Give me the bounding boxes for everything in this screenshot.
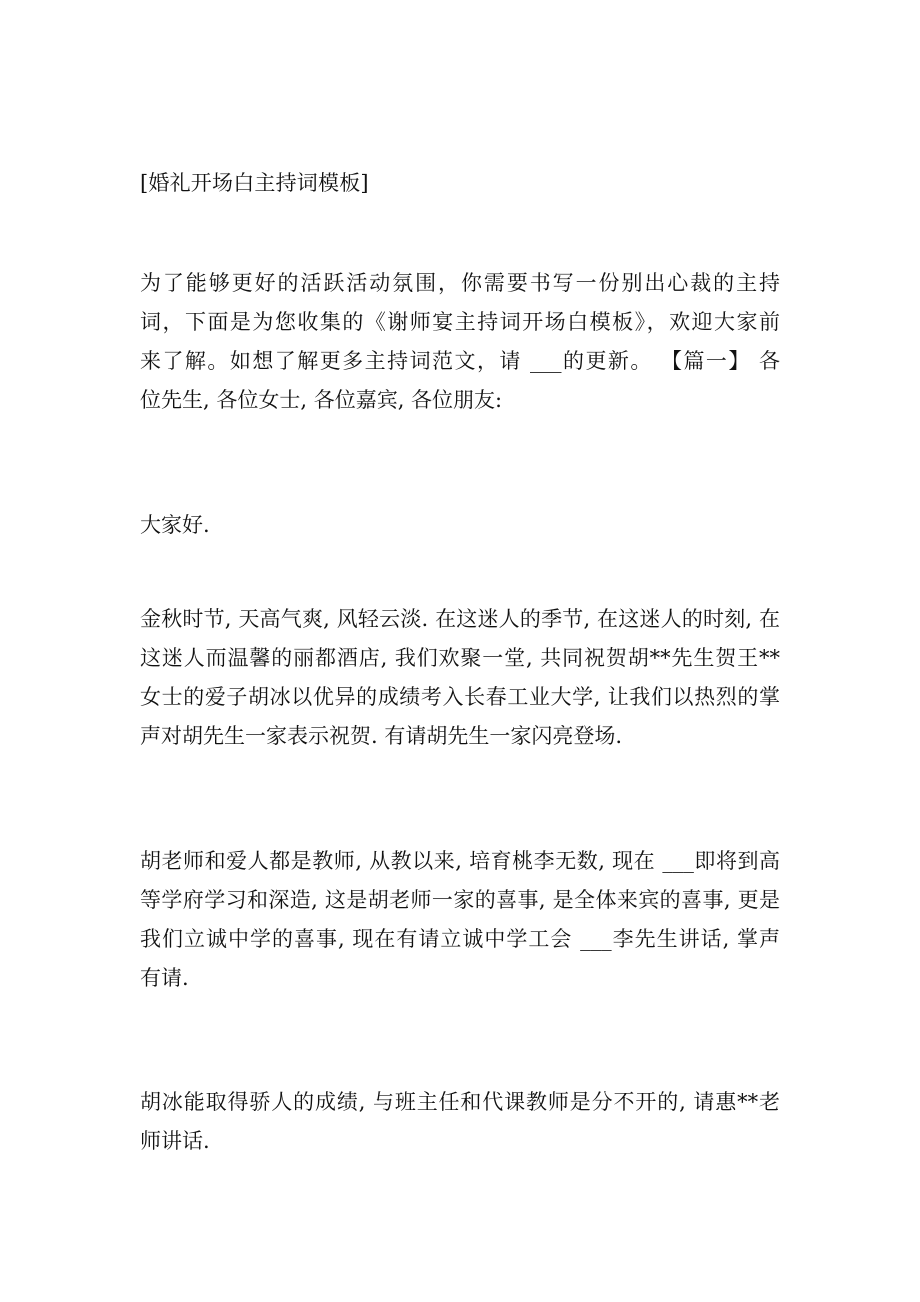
paragraph-line: 有请. [140,966,189,990]
paragraph-speech [140,1083,780,1161]
paragraph-line: 胡冰能取得骄人的成绩, 与班主任和代课教师是分不开的, 请惠**老 [140,1090,780,1114]
paragraph-line: 声对胡先生一家表示祝贺. 有请胡先生一家闪亮登场. [140,724,623,748]
paragraph-line: 胡老师和爱人都是教师, 从教以来, 培育桃李无数, 现在 ___即将到高 [140,849,780,873]
paragraph-line: 这迷人而温馨的丽都酒店, 我们欢聚一堂, 共同祝贺胡**先生贺王** [140,646,780,670]
paragraph-line: 金秋时节, 天高气爽, 风轻云淡. 在这迷人的季节, 在这迷人的时刻, 在 [140,607,780,631]
paragraph-greeting [140,506,780,545]
paragraph-line: 等学府学习和深造, 这是胡老师一家的喜事, 是全体来宾的喜事, 更是 [140,888,780,912]
paragraph-line: 为了能够更好的活跃活动氛围，你需要书写一份别出心裁的主持 [140,271,780,295]
paragraph-opening [140,600,780,756]
paragraph-line: 女士的爱子胡冰以优异的成绩考入长春工业大学, 让我们以热烈的掌 [140,685,780,709]
paragraph-teachers [140,842,780,998]
paragraph-line: 师讲话. [140,1129,210,1153]
paragraph-line: 我们立诚中学的喜事, 现在有请立诚中学工会 ___李先生讲话, 掌声 [140,927,780,951]
paragraph-line: 词，下面是为您收集的《谢师宴主持词开场白模板》，欢迎大家前 [140,310,780,334]
paragraph-line: 位先生, 各位女士, 各位嘉宾, 各位朋友: [140,388,503,412]
paragraph-line: 来了解。如想了解更多主持词范文，请 ___的更新。 【篇一】 各 [140,349,780,373]
paragraph-intro [140,264,780,420]
document-title: [婚礼开场白主持词模板] [140,171,369,195]
paragraph-line: 大家好. [140,513,210,537]
